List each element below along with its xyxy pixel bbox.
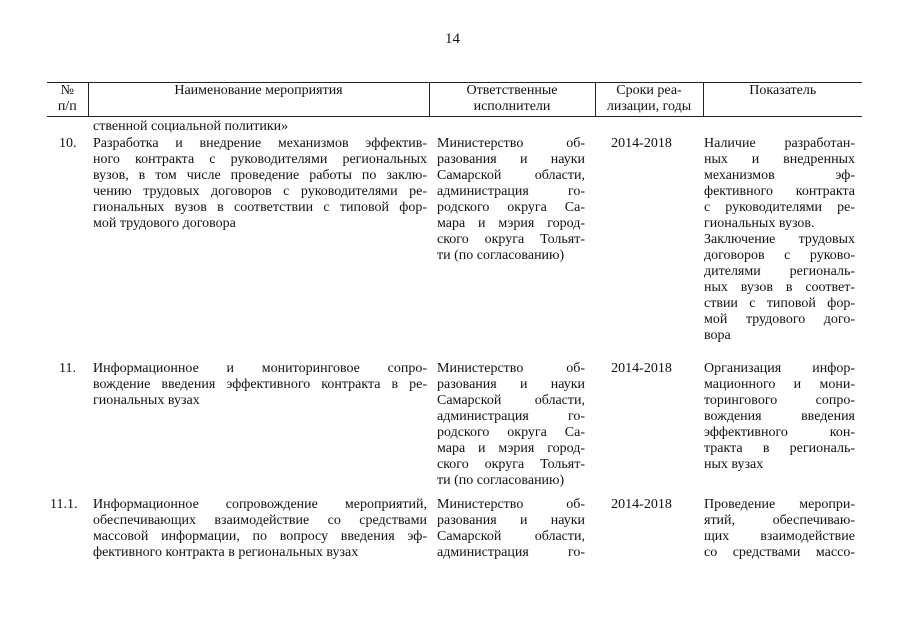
row-period: 2014-2018 [611,361,672,376]
row-executors: Министерство об- разования и науки Самарской области, администрация го- родского округа Са- мара и мэрия город- ского округа Тольят- ти (по согласованию) [437,361,585,488]
row-period: 2014-2018 [611,136,672,151]
row-number: 11.1. [50,497,78,512]
row-indicator: Проведение меропри- ятий, обеспечиваю- щих взаимодействие со средствами массо- [704,497,855,560]
continuation-text: ственной социальной политики» [93,119,289,134]
table-header [47,82,862,117]
header-number: № п/п [47,83,88,117]
header-indicator: Показатель [703,83,862,117]
header-name: Наименование мероприятия [88,83,429,117]
header-executors: Ответственные исполнители [429,83,595,117]
row-executors: Министерство об- разования и науки Самарской области, администрация го- родского округа Са- мара и мэрия город- ского округа Тольят- ти (по согласованию) [437,136,585,263]
row-name: Информационное и мониторинговое сопро- вождение введения эффективного контракта в ре- гиональных вузах [93,361,427,408]
row-indicator: Наличие разработан- ных и внедренных механизмов эф- фективного контракта с руководителями ре- гиональных вузов. Заключение трудовых договоров с руково- дителями региональ- ных вузов в соответ- ствии с типовой фор- мой трудового дого- вора [704,136,855,343]
row-executors: Министерство об- разования и науки Самарской области, администрация го- [437,497,585,560]
row-number: 10. [59,136,77,151]
row-number: 11. [59,361,76,376]
page-number: 14 [445,31,460,47]
row-name: Разработка и внедрение механизмов эффектив- ного контракта с руководителями региональных вузов, в том числе проведение работы по заклю- чению трудовых договоров с руководителями ре- гиональных вузов в соответствии с типовой фор- мой трудового договора [93,136,427,231]
header-period: Сроки реа- лизации, годы [595,83,703,117]
row-period: 2014-2018 [611,497,672,512]
row-name: Информационное сопровождение мероприятий, обеспечивающих взаимодействие со средствами массовой информации, по вопросу введения эф- фективного контракта в региональных вузах [93,497,427,560]
row-indicator: Организация инфор- мационного и мони- торингового сопро- вождения введения эффективного кон- тракта в региональ- ных вузах [704,361,855,472]
